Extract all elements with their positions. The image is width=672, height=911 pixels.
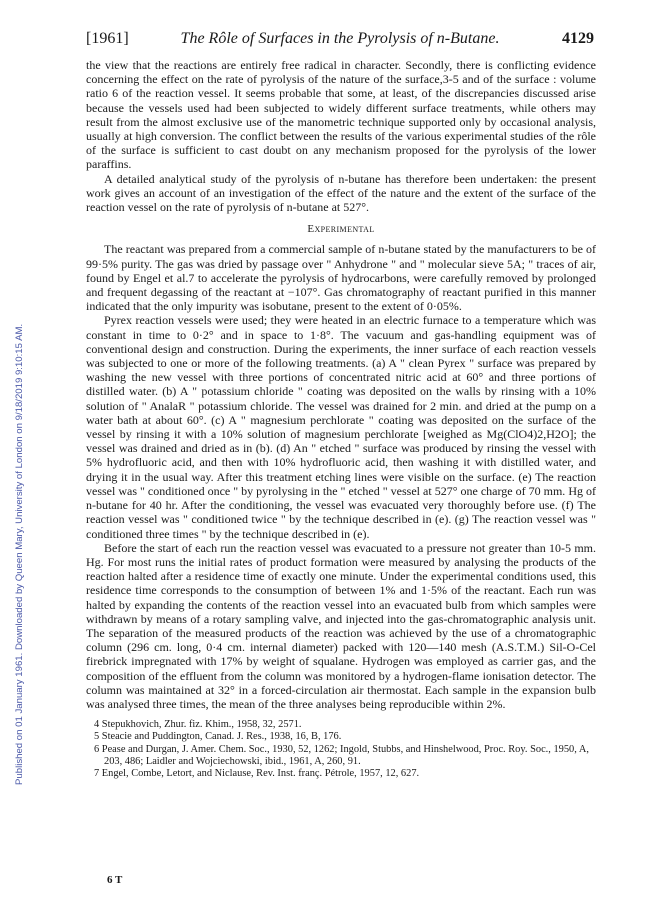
experimental-paragraph-3: Before the start of each run the reaction vessel was evacuated to a pressure not greater than 10-5 mm. Hg. For most runs the initial rates of product formation were measured by analysing the products of the reaction halted after a residence time of exactly one minute. Under the experimental conditions used, this residence time corresponds to the consumption of between 1% and 1·5% of the reactant. Each run was halted by expanding the contents of the reaction vessel into an evacuated bulb from which samples were withdrawn by means of a rotary sampling valve, and injected into the gas-chromatographic analysis unit. The separation of the measured products of the reaction was achieved by the use of a chromatographic column (296 cm. long, 0·4 cm. internal diameter) packed with 120—140 mesh (A.S.T.M.) Sil-O-Cel firebrick impregnated with 17% by weight of squalane. Hydrogen was employed as carrier gas, and the composition of the effluent from the column was monitored by a hydrogen-flame ionisation detector. The column was maintained at 32° in a forced-circulation air thermostat. Each sample in the expansion bulb was analysed three times, the mean of the three analyses being reproducible within 2%.	[86, 540, 596, 711]
article-body	[86, 58, 596, 780]
footnote-4: 4 Stepukhovich, Zhur. fiz. Khim., 1958, 32, 2571.	[94, 719, 302, 731]
footnote-7: 7 Engel, Combe, Letort, and Niclause, Rev. Inst. franç. Pétrole, 1957, 12, 627.	[94, 767, 420, 779]
footnotes	[86, 719, 596, 780]
section-heading	[86, 222, 596, 236]
experimental-paragraph-1: The reactant was prepared from a commercial sample of n-butane stated by the manufacturers to be of 99·5% purity. The gas was dried by passage over " Anhydrone " and " molecular sieve 5A; " traces of air, found by Engel et al.7 to accelerate the pyrolysis of hydrocarbons, were carefully removed by prolonged and frequent degassing of the reactant at −107°. Gas chromatography of reactant purified in this manner indicated that the only impurity was isobutane, present to the extent of 0·05%.	[86, 242, 596, 314]
footnote-5: 5 Steacie and Puddington, Canad. J. Res., 1938, 16, B, 176.	[94, 731, 342, 743]
intro-paragraph-2: A detailed analytical study of the pyrolysis of n-butane has therefore been undertaken: the present work gives an account of an investigation of the effect of the nature and the extent of the surface of the reaction vessel on the rate of pyrolysis of n-butane at 527°.	[86, 171, 596, 215]
footnote-6: 6 Pease and Durgan, J. Amer. Chem. Soc., 1930, 52, 1262; Ingold, Stubbs, and Hinshelwood, Proc. Roy. Soc., 1950, A, 203, 486; Laidler and Wojciechowski, ibid., 1961, A, 260, 91.	[94, 743, 589, 767]
signature-mark: 6 T	[107, 874, 123, 886]
page-number: 4129	[562, 30, 594, 47]
running-header	[86, 30, 594, 50]
intro-paragraph-1: the view that the reactions are entirely free radical in character. Secondly, there is conflicting evidence concerning the effect on the rate of pyrolysis of the nature of the surface,3-5 and of the surface : volume ratio 6 of the reaction vessel. It seems probable that some, at least, of the discrepancies discussed arise because the vessels used had been subjected to widely different surface treatments, while others may result from the almost exclusive use of the manometric technique supported only by occasional analysis, usually at high conversion. The conflict between the results of the various experimental studies of the rôle of the surface is sufficient to cast doubt on any mechanism proposed for the pyrolysis of the lower paraffins.	[86, 58, 596, 172]
header-title: The Rôle of Surfaces in the Pyrolysis of n-Butane.	[180, 30, 500, 47]
download-watermark-text: Published on 01 January 1961. Downloaded by Queen Mary, University of London on 9/18/2019 9:10:15 AM.	[14, 323, 25, 785]
header-year: [1961]	[86, 30, 129, 47]
download-watermark	[3, 95, 25, 785]
section-heading-text: Experimental	[307, 223, 375, 236]
experimental-paragraph-2: Pyrex reaction vessels were used; they were heated in an electric furnace to a temperature which was constant in time to 0·2° and in space to 1·8°. The vacuum and gas-handling equipment was of conventional design and construction. During the experiments, the inner surface of each reaction vessels was subjected to one or more of the following treatments. (a) A " clean Pyrex " surface was prepared by washing the new vessel with three portions of concentrated nitric acid at 60° and three portions of distilled water. (b) A " potassium chloride " coating was deposited on the walls by rinsing with a 10% solution of " AnalaR " potassium chloride. The vessel was drained for 2 min. and dried at the pump on a water bath at about 60°. (c) A " magnesium perchlorate " coating was deposited on the surface of the vessel by rinsing it with a 10% solution of magnesium perchlorate [weighed as Mg(ClO4)2,H2O]; the vessel was drained and dried as in (b). (d) An " etched " surface was produced by rinsing the vessel with 5% hydrofluoric acid, and then with 10% hydrofluoric acid, then washing it with distilled water, and drying it in the usual way. After this treatment etching lines were visible on the surface. (e) The reaction vessel was " conditioned once " by pyrolysing in the " etched " vessel at 527° one charge of 70 mm. Hg of n-butane for 40 hr. After the conditioning, the vessel was evacuated very thoroughly before use. (f) The reaction vessel was " conditioned twice " by the technique described in (e). (g) The reaction vessel was " conditioned three times " by the technique described in (e).	[86, 313, 596, 541]
